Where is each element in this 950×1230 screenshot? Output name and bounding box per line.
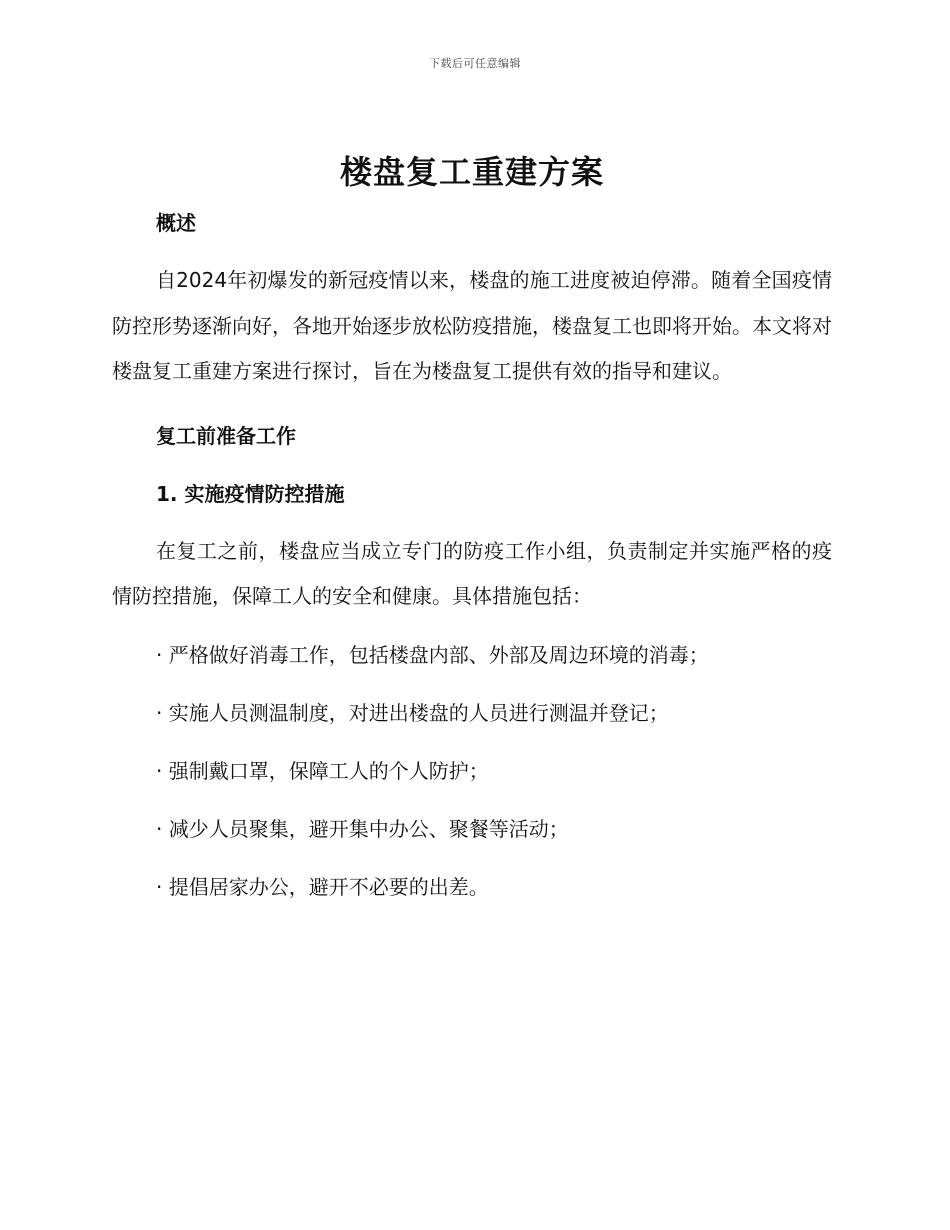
section-heading-prep: 复工前准备工作 <box>156 423 296 448</box>
document-body <box>112 150 832 924</box>
list-item: · 强制戴口罩，保障工人的个人防护； <box>156 758 489 783</box>
document-title: 楼盘复工重建方案 <box>339 153 604 191</box>
section-heading-overview: 概述 <box>156 211 196 235</box>
subsection-heading-epidemic-measures: 1. 实施疫情防控措施 <box>156 481 345 506</box>
page-header-note: 下载后可任意编辑 <box>429 57 521 70</box>
list-item: · 减少人员聚集，避开集中办公、聚餐等活动； <box>156 816 569 841</box>
list-item: · 严格做好消毒工作，包括楼盘内部、外部及周边环境的消毒； <box>156 642 709 667</box>
overview-paragraph: 自2024年初爆发的新冠疫情以来，楼盘的施工进度被迫停滞。随着全国疫情防控形势逐渐向好，各地开始逐步放松防疫措施，楼盘复工也即将开始。本文将对楼盘复工重建方案进行探讨，旨在为楼盘复工提供有效的指导和建议。 <box>112 268 832 383</box>
prep-paragraph: 在复工之前，楼盘应当成立专门的防疫工作小组，负责制定并实施严格的疫情防控措施，保障工人的安全和健康。具体措施包括： <box>112 538 832 608</box>
list-item: · 实施人员测温制度，对进出楼盘的人员进行测温并登记； <box>156 700 669 725</box>
measures-list <box>112 634 832 908</box>
list-item: · 提倡居家办公，避开不必要的出差。 <box>156 874 489 899</box>
